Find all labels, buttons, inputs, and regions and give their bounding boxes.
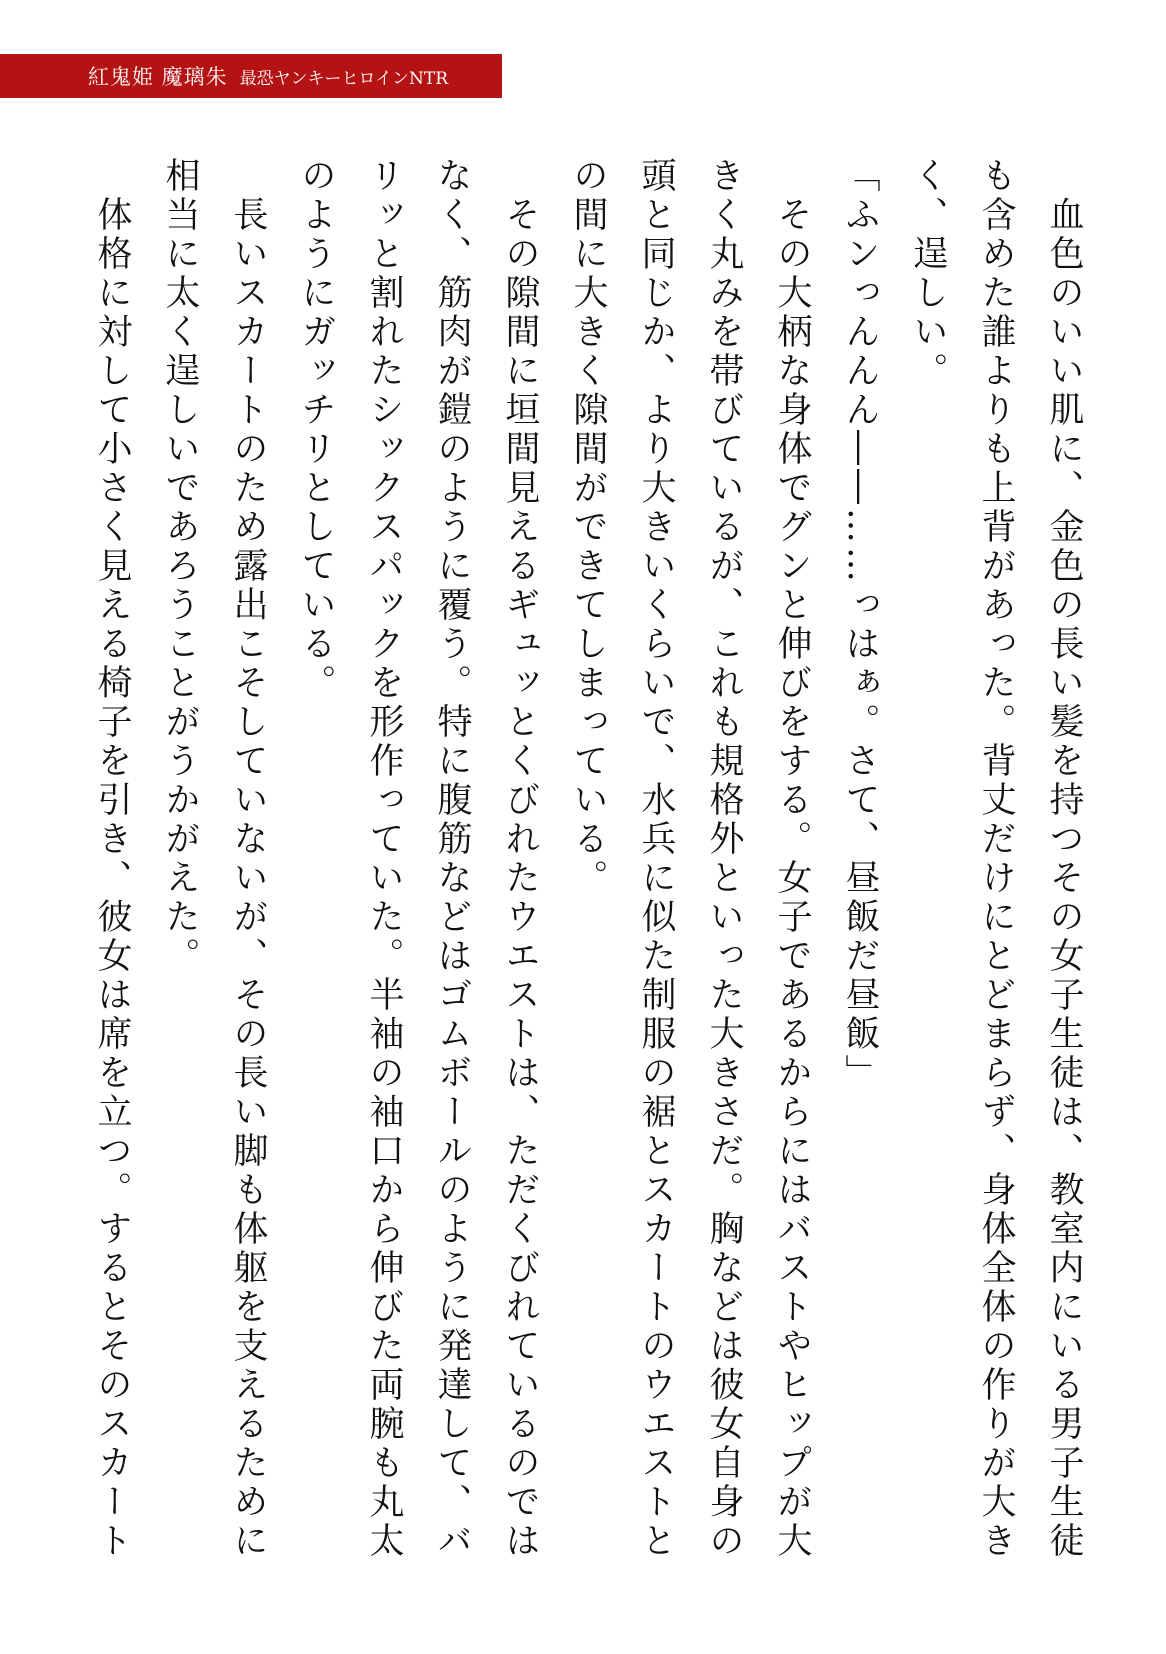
text-line-6: きく丸みを帯びているが、これも規格外といった大きさだ。胸などは彼女自身の xyxy=(704,157,744,1561)
text-line-14: 相当に太く逞しいであろうことがうかがえた。 xyxy=(160,157,200,976)
text-line-12: のようにガッチリとしている。 xyxy=(296,157,336,703)
text-line-2: も含めた誰よりも上背があった。背丈だけにとどまらず、身体全体の作りが大き xyxy=(976,157,1016,1561)
header-bar xyxy=(0,54,502,98)
text-line-1: 血色のいい肌に、金色の長い髪を持つその女子生徒は、教室内にいる男子生徒 xyxy=(1044,157,1084,1561)
text-line-5: その大柄な身体でグンと伸びをする。女子であるからにはバストやヒップが大 xyxy=(772,157,812,1561)
vertical-text-body xyxy=(78,157,1098,1597)
text-line-13: 長いスカートのため露出こそしていないが、その長い脚も体躯を支えるために xyxy=(228,157,268,1561)
text-line-15: 体格に対して小さく見える椅子を引き、彼女は席を立つ。するとそのスカート xyxy=(92,157,132,1561)
text-line-11: リッと割れたシックスパックを形作っていた。半袖の袖口から伸びた両腕も丸太 xyxy=(364,157,404,1561)
text-line-8: の間に大きく隙間ができてしまっている。 xyxy=(568,157,608,898)
header-subtitle: 最恐ヤンキーヒロインNTR xyxy=(239,68,449,89)
text-line-3: く、逞しい。 xyxy=(908,157,948,391)
text-line-7: 頭と同じか、より大きいくらいで、水兵に似た制服の裾とスカートのウエストと xyxy=(636,157,676,1561)
text-line-4: 「ふンっんんん――……っはぁ。さて、昼飯だ昼飯」 xyxy=(840,157,880,1093)
text-line-10: なく、筋肉が鎧のように覆う。特に腹筋などはゴムボールのように発達して、バ xyxy=(432,157,472,1561)
text-line-9: その隙間に垣間見えるギュッとくびれたウエストは、ただくびれているのでは xyxy=(500,157,540,1561)
header-title: 紅鬼姫 魔璃朱 xyxy=(88,65,228,89)
